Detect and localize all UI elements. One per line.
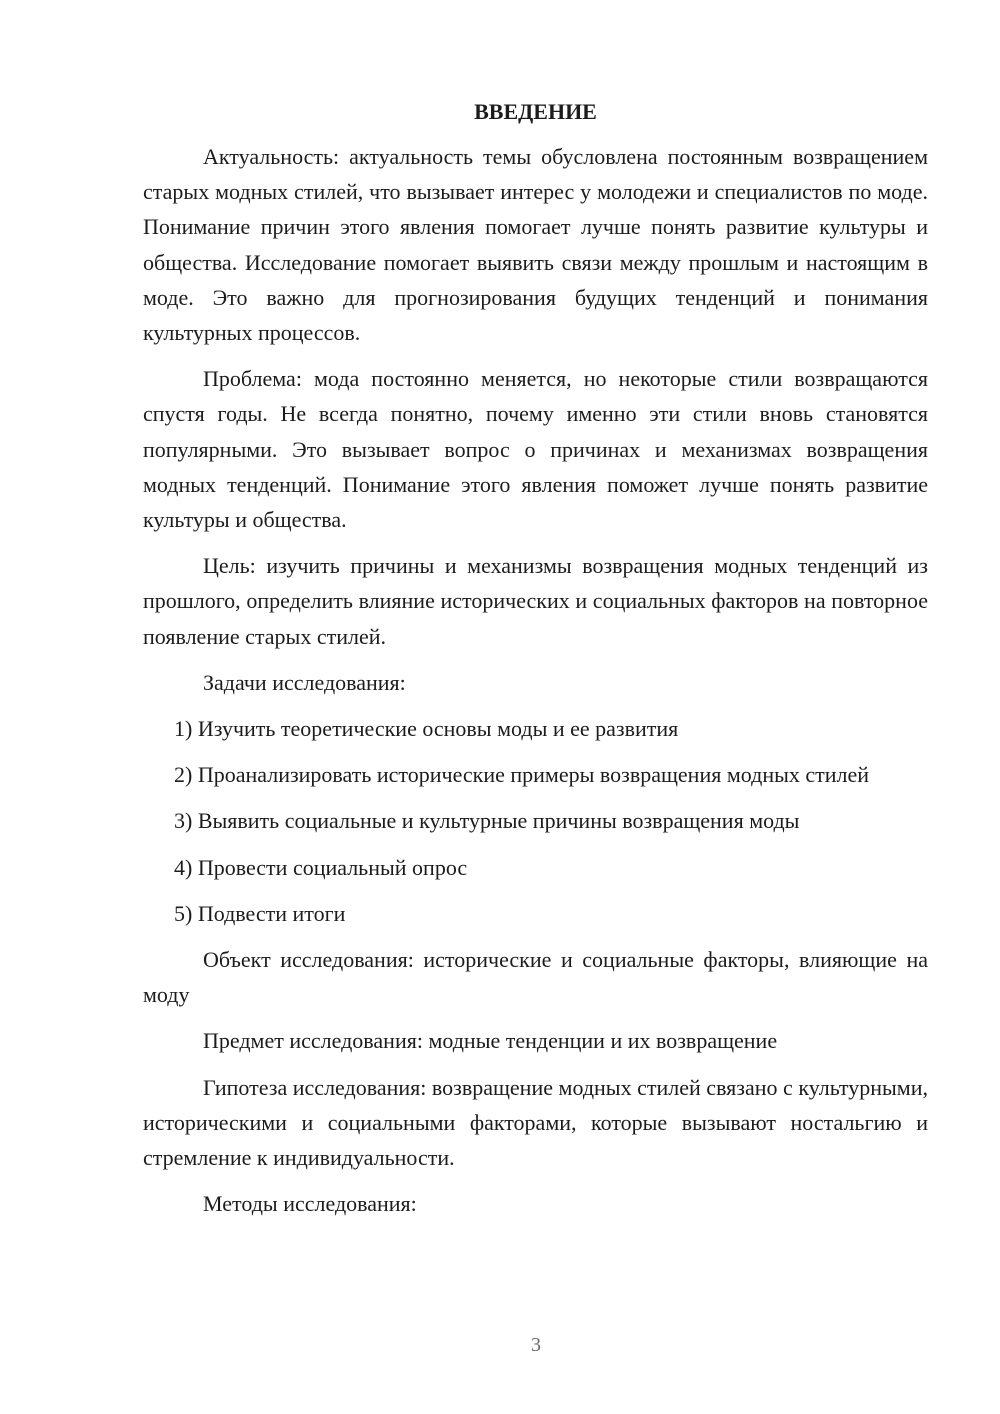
page-number: 3 [531, 1334, 541, 1356]
hypothesis-paragraph: Гипотеза исследования: возвращение модных стилей связано с культурными, историческими и социальными факторами, которые вызывают ностальгию и стремление к индивидуальности. [143, 1074, 928, 1171]
task-item-2: 2) Проанализировать исторические примеры возвращения модных стилей [174, 762, 870, 788]
page-title: ВВЕДЕНИЕ [474, 99, 597, 124]
goal-paragraph: Цель: изучить причины и механизмы возвращения модных тенденций из прошлого, определить влияние исторических и социальных факторов на повторное появление старых стилей. [143, 553, 928, 649]
methods-heading: Методы исследования: [203, 1191, 417, 1217]
task-item-4: 4) Провести социальный опрос [174, 854, 468, 880]
task-item-5: 5) Подвести итоги [174, 900, 346, 926]
relevance-paragraph: Актуальность: актуальность темы обусловлена постоянным возвращением старых модных стилей, что вызывает интерес у молодежи и специалистов по моде. Понимание причин этого явления помогает лучше понять развитие культуры и общества. Исследование помогает выявить связи между прошлым и настоящим в моде. Это важно для прогнозирования будущих тенденций и понимания культурных процессов. [143, 144, 928, 346]
task-item-3: 3) Выявить социальные и культурные причины возвращения моды [174, 808, 800, 834]
page-content [143, 94, 928, 1232]
tasks-heading: Задачи исследования: [203, 669, 406, 695]
task-item-1: 1) Изучить теоретические основы моды и ее развития [174, 716, 679, 742]
object-paragraph: Объект исследования: исторические и социальные факторы, влияющие на моду [143, 947, 928, 1008]
problem-paragraph: Проблема: мода постоянно меняется, но некоторые стили возвращаются спустя годы. Не всегда понятно, почему именно эти стили вновь становятся популярными. Это вызывает вопрос о причинах и механизмах возвращения модных тенденций. Понимание этого явления поможет лучше понять развитие культуры и общества. [143, 366, 928, 533]
subject-paragraph: Предмет исследования: модные тенденции и их возвращение [203, 1028, 778, 1054]
